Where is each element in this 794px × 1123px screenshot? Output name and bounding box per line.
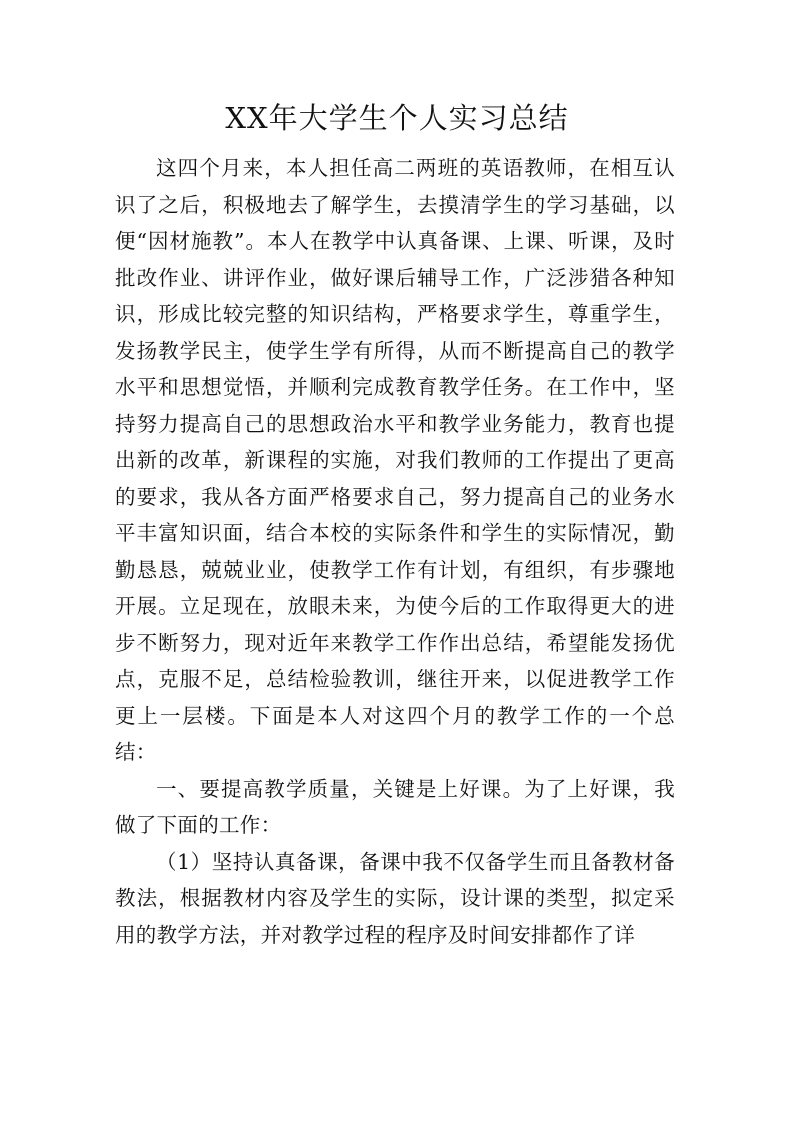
- paragraph-intro: 这四个月来，本人担任高二两班的英语教师，在相互认识了之后，积极地去了解学生，去摸清学生的学习基础，以便“因材施教”。本人在教学中认真备课、上课、听课，及时批改作业、讲评作业，做好课后辅导工作，广泛涉猎各种知识，形成比较完整的知识结构，严格要求学生，尊重学生，发扬教学民主，使学生学有所得，从而不断提高自己的教学水平和思想觉悟，并顺利完成教育教学任务。在工作中，坚持努力提高自己的思想政治水平和教学业务能力，教育也提出新的改革，新课程的实施，对我们教师的工作提出了更高的要求，我从各方面严格要求自己，努力提高自己的业务水平丰富知识面，结合本校的实际条件和学生的实际情况，勤勤恳恳，兢兢业业，使教学工作有计划，有组织，有步骤地开展。立足现在，放眼未来，为使今后的工作取得更大的进步不断努力，现对近年来教学工作作出总结，希望能发扬优点，克服不足，总结检验教训，继往开来，以促进教学工作更上一层楼。下面是本人对这四个月的教学工作的一个总结：: [115, 156, 675, 764]
- paragraph-item-one: （1）坚持认真备课，备课中我不仅备学生而且备教材备教法，根据教材内容及学生的实际，设计课的类型，拟定采用的教学方法，并对教学过程的程序及时间安排都作了详: [115, 849, 675, 947]
- document-title: XX年大学生个人实习总结: [225, 101, 569, 135]
- paragraph-section-one: 一、要提高教学质量，关键是上好课。为了上好课，我做了下面的工作：: [115, 776, 675, 837]
- document-body: [115, 150, 675, 953]
